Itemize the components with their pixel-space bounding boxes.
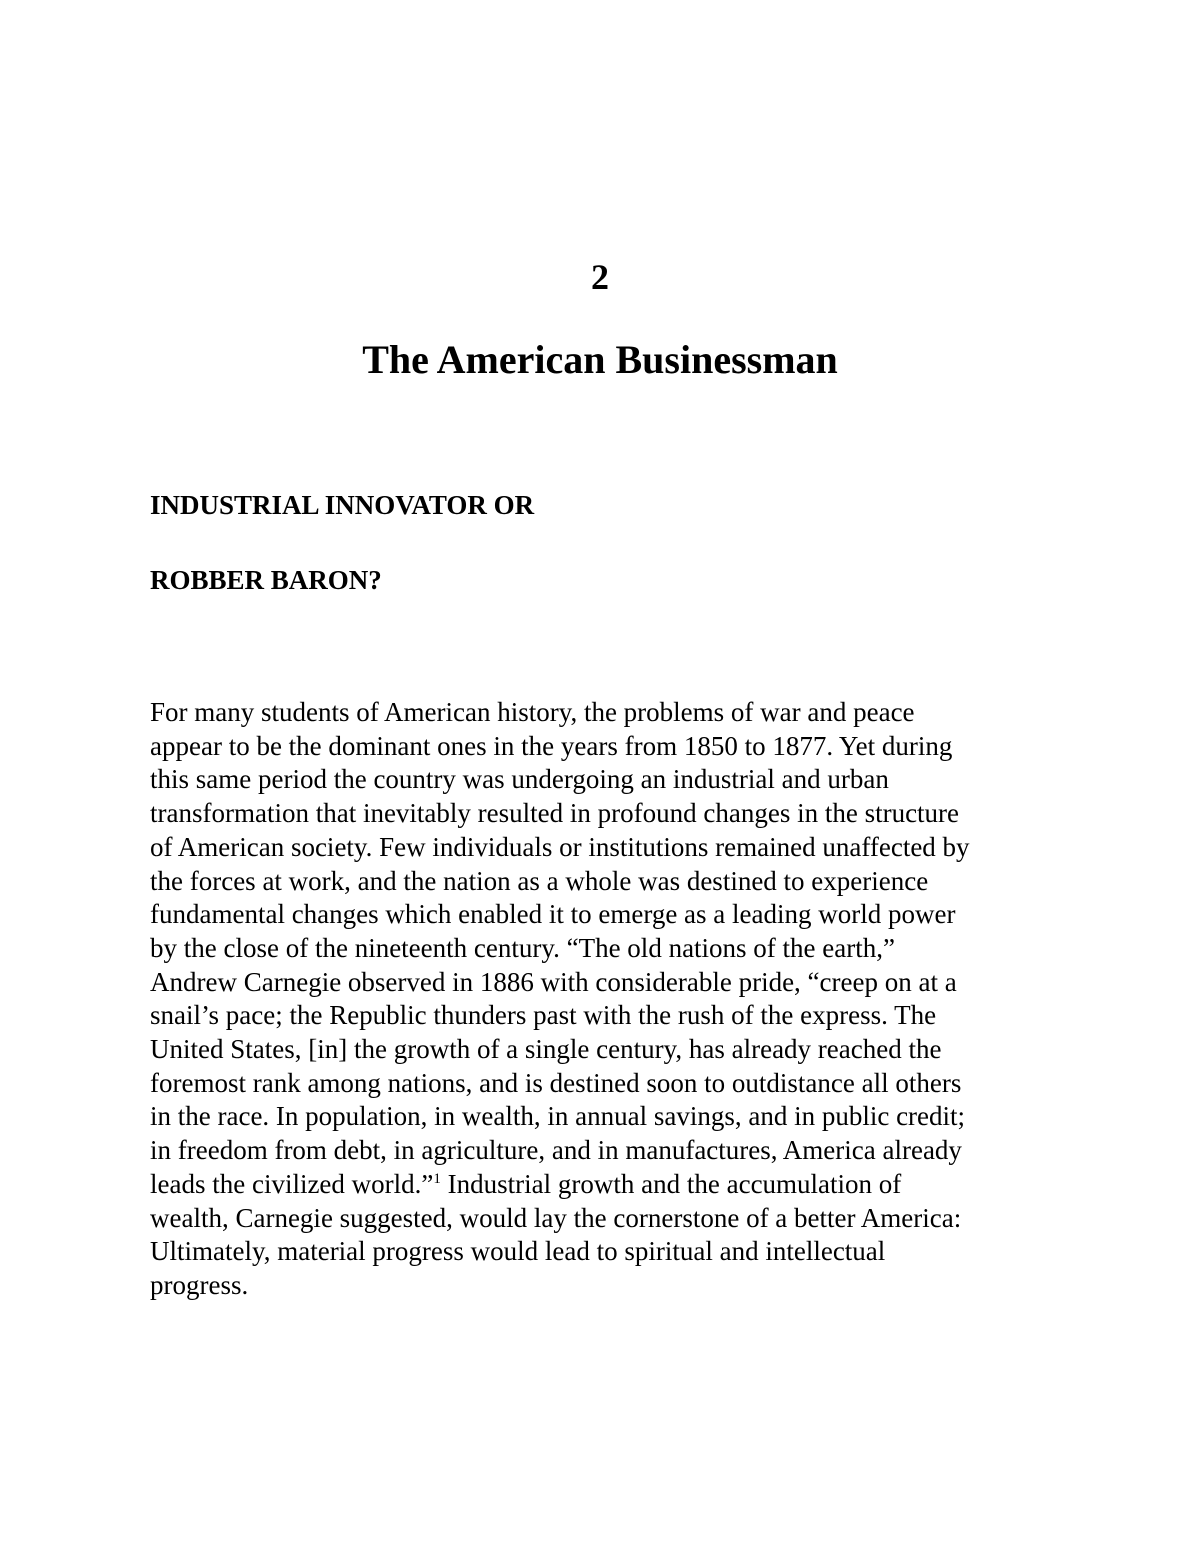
footnote-following-text: Industrial growth and the accumulation of [440,1168,902,1199]
paragraph-line: in freedom from debt, in agriculture, and in manufactures, America already [150,1135,962,1166]
paragraph-line: United States, [in] the growth of a single century, has already reached the [150,1034,942,1065]
paragraph-line: the forces at work, and the nation as a whole was destined to experience [150,865,929,896]
paragraph-line: fundamental changes which enabled it to emerge as a leading world power [150,899,956,930]
paragraph-line-with-footnote [150,1168,1070,1202]
chapter-title: The American Businessman [362,337,838,382]
footnote-marker[interactable]: 1 [433,1170,441,1187]
footnote-preceding-text: leads the civilized world.” [150,1168,434,1199]
section-heading-line-2: ROBBER BARON? [150,565,382,595]
paragraph-line: this same period the country was undergoing an industrial and urban [150,764,889,795]
paragraph-line: Andrew Carnegie observed in 1886 with considerable pride, “creep on at a [150,966,957,997]
chapter-number: 2 [591,257,609,297]
paragraph-line: of American society. Few individuals or institutions remained unaffected by [150,831,970,862]
paragraph-line: wealth, Carnegie suggested, would lay the cornerstone of a better America: [150,1202,962,1233]
paragraph-line: by the close of the nineteenth century. “The old nations of the earth,” [150,932,895,963]
paragraph-line: snail’s pace; the Republic thunders past with the rush of the express. The [150,1000,937,1031]
paragraph-line: in the race. In population, in wealth, in annual savings, and in public credit; [150,1101,966,1132]
paragraph-line: transformation that inevitably resulted in profound changes in the structure [150,798,960,829]
section-heading-line-1: INDUSTRIAL INNOVATOR OR [150,490,535,520]
paragraph-line: For many students of American history, the problems of war and peace [150,697,915,727]
paragraph-line: progress. [150,1269,249,1300]
paragraph-line: appear to be the dominant ones in the years from 1850 to 1877. Yet during [150,730,953,761]
paragraph-line: foremost rank among nations, and is destined soon to outdistance all others [150,1067,962,1098]
paragraph-line: Ultimately, material progress would lead to spiritual and intellectual [150,1236,886,1267]
body-paragraph [150,696,1070,1303]
